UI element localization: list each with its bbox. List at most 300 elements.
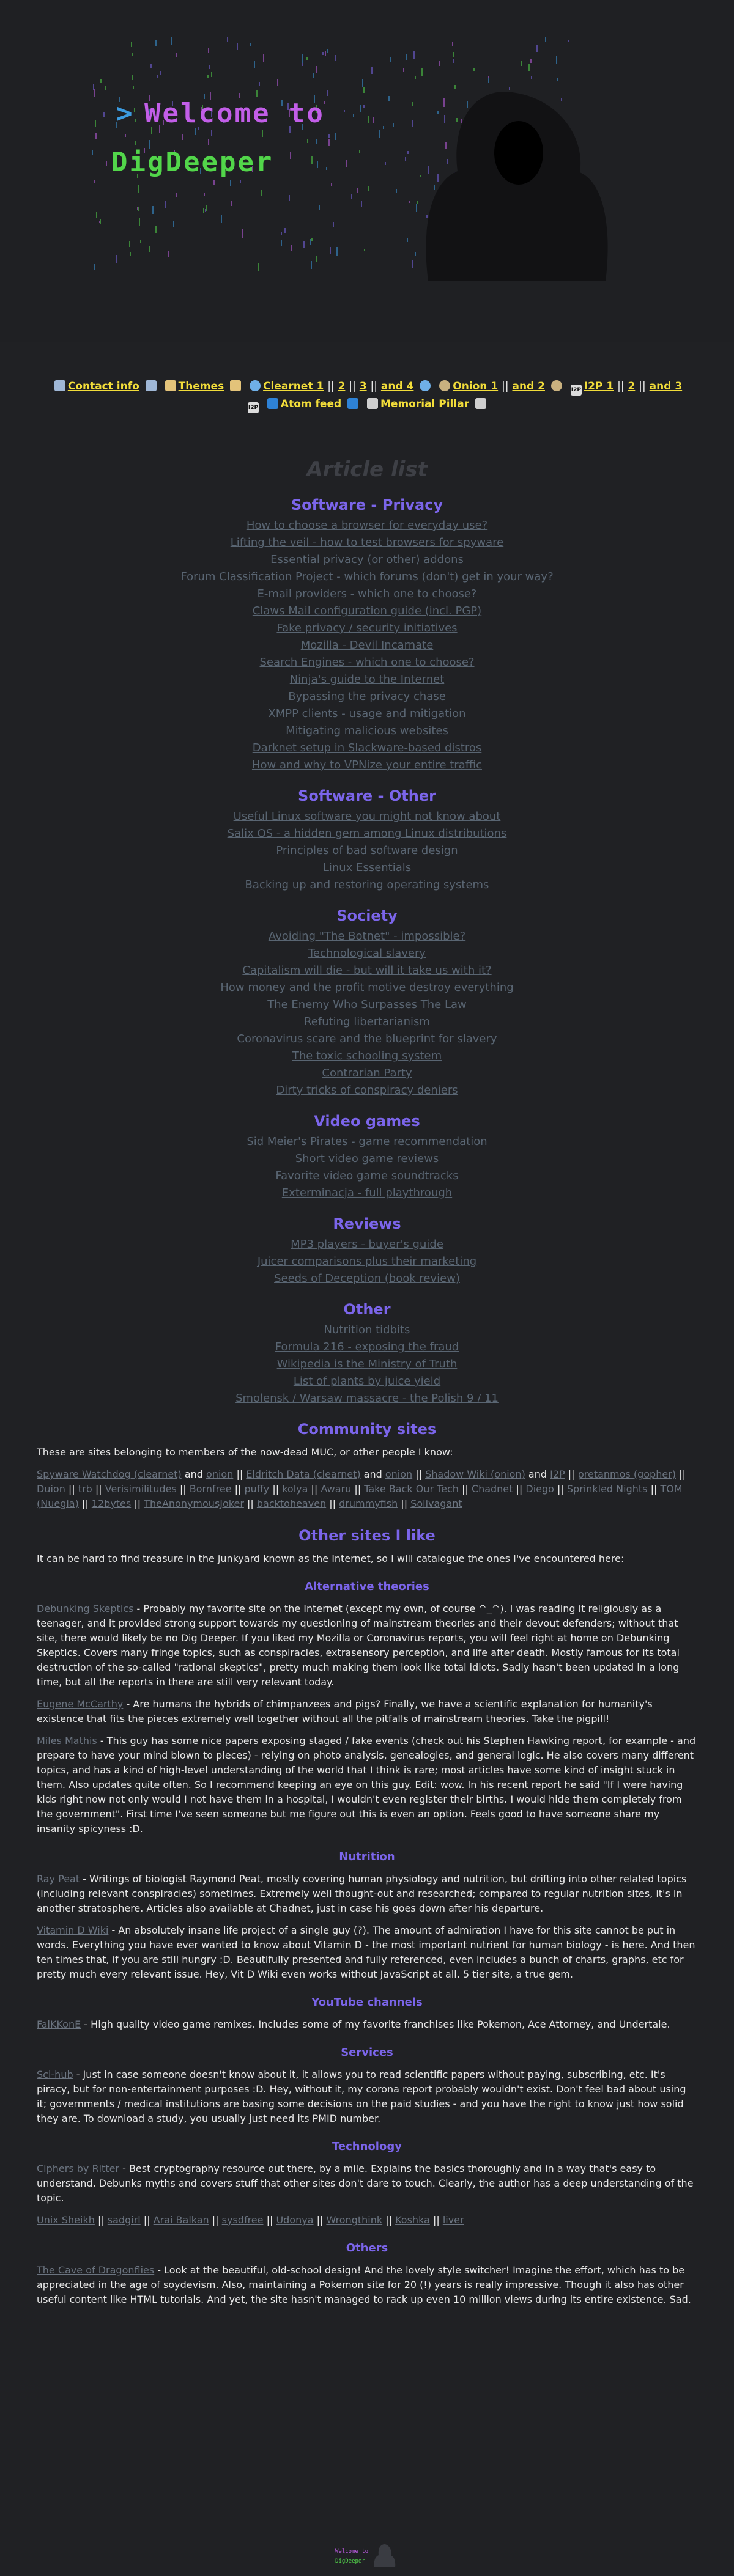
rain-glyph (521, 61, 522, 66)
tech-link[interactable]: Unix Sheikh (37, 2214, 95, 2226)
list-item (0, 1065, 734, 1082)
contact-icon (54, 380, 65, 391)
nav-clearnet4-link[interactable]: and 4 (380, 380, 414, 392)
nav-separator: || (370, 380, 377, 392)
article-link[interactable]: How and why to VPNize your entire traffic (251, 759, 483, 771)
list-item (0, 1373, 734, 1390)
rain-glyph (100, 79, 102, 83)
nav-i2p1-link[interactable]: I2P 1 (584, 380, 614, 392)
rain-glyph (277, 79, 278, 86)
community-link[interactable]: Spyware Watchdog (clearnet) (37, 1468, 182, 1480)
community-link[interactable]: Solivagant (410, 1498, 462, 1509)
rain-glyph (331, 183, 332, 186)
rain-glyph (261, 190, 262, 196)
rain-glyph (388, 96, 390, 101)
article-link[interactable]: Claws Mail configuration guide (incl. PGP) (252, 605, 482, 617)
community-intro: These are sites belonging to members of the now-dead MUC, or other people I know: (37, 1446, 453, 1458)
rain-glyph (467, 101, 468, 108)
i2p-icon: I2P (571, 385, 582, 396)
community-link[interactable]: Shadow Wiki (onion) (425, 1468, 525, 1480)
rain-glyph (361, 201, 362, 207)
nav-onion2-link[interactable]: and 2 (512, 380, 545, 392)
article-link[interactable]: Ninja's guide to the Internet (289, 673, 445, 686)
site-description: - Just in case someone doesn't know about it, it allows you to read scientific papers without paying, subscribing, etc. It's piracy, but for non-entertainment purposes :D. Hey, without it, my corona report probably wouldn't exist. Don't feel bad about using it; governments / medical institutions are basing some decisions on the paid studies - and you have the right to know just how solid they are. To download a study, you usually just need its PMID number. (37, 2069, 686, 2124)
rain-glyph (204, 193, 205, 196)
rain-glyph (231, 201, 232, 206)
community-link[interactable]: Diego (525, 1483, 554, 1495)
community-link[interactable]: trb (78, 1483, 92, 1495)
list-item (0, 1031, 734, 1048)
onion-icon-2 (551, 380, 562, 391)
rain-glyph (371, 67, 373, 74)
rain-glyph (262, 130, 263, 137)
article-link[interactable]: Juicer comparisons plus their marketing (257, 1255, 477, 1268)
rain-glyph (209, 65, 210, 69)
site-entry (37, 1923, 697, 1982)
onion-icon (439, 380, 450, 391)
community-link[interactable]: kolya (282, 1483, 308, 1495)
site-link[interactable]: Sci-hub (37, 2069, 73, 2080)
nav-pillar-link[interactable]: Memorial Pillar (380, 398, 470, 410)
community-link[interactable]: Verisimilitudes (105, 1483, 177, 1495)
rain-glyph (488, 78, 489, 83)
article-link[interactable]: Technological slavery (308, 947, 426, 960)
community-link[interactable]: Take Back Our Tech (364, 1483, 459, 1495)
rain-glyph (393, 123, 394, 127)
site-entry (37, 1602, 697, 1690)
site-link[interactable]: FalKKonE (37, 2018, 81, 2030)
article-link[interactable]: Capitalism will die - but will it take us with it? (242, 964, 492, 977)
article-link[interactable]: Linux Essentials (322, 861, 412, 874)
community-link[interactable]: drummyfish (339, 1498, 398, 1509)
rain-glyph (385, 162, 386, 165)
welcome-banner (0, 0, 734, 342)
rain-glyph (406, 54, 407, 60)
article-link[interactable]: Refuting libertarianism (304, 1015, 430, 1028)
tech-link[interactable]: Koshka (395, 2214, 430, 2226)
rain-glyph (92, 150, 93, 155)
pillar-icon (367, 398, 378, 409)
rain-glyph (437, 111, 439, 114)
rain-glyph (359, 150, 360, 153)
article-list (0, 1322, 734, 1407)
site-group-title: YouTube channels (311, 1996, 423, 2009)
rain-glyph (335, 133, 336, 140)
article-link[interactable]: Nutrition tidbits (324, 1323, 410, 1336)
site-description: - Writings of biologist Raymond Peat, mostly covering human physiology and nutrition, but drifting into other related topics (including relevant conspiracies) sometimes. Extremely well thought-out and researched; compared to regular nutrition sites, it's in another stratosphere. Articles also available at Chadnet, just in case his goes down after his departure. (37, 1873, 687, 1914)
rain-glyph (368, 116, 369, 123)
article-link[interactable]: Useful Linux software you might not know about (233, 810, 501, 823)
rain-glyph (94, 89, 95, 97)
site-entry (37, 1697, 697, 1726)
footer-logo (332, 2539, 402, 2570)
rain-glyph (531, 76, 532, 79)
rain-glyph (132, 75, 133, 80)
nav-separator: || (639, 380, 646, 392)
site-description: - This guy has some nice papers exposing staged / fake events (check out his Stephen Hawking report, for example - and prepare to have your mind blown to pieces) - relying on photo analysis, genealogies, and general logic. He also covers many different topics, and has a kind of high-level understanding of the world that I think is rare; most articles have some kind of insight stuck in them. Also updates quite often. So I recommend keeping an eye on this guy. Edit: wow. In his recent report he said "If I were having kids right now not only would I not have them in a hospital, I wouldn't even register their births. I would hide them completely from the government". First time I've seen someone but me figure out this is even an option. Feels good to have someone share my insanity spicyness :D. (37, 1735, 696, 1834)
rain-glyph (536, 45, 538, 52)
article-link[interactable]: Fake privacy / security initiatives (276, 622, 458, 635)
rain-glyph (443, 98, 445, 107)
list-item (0, 1322, 734, 1339)
article-link[interactable]: List of plants by juice yield (293, 1375, 441, 1388)
community-link[interactable]: 12bytes (91, 1498, 132, 1509)
nav-i2p3-link[interactable]: and 3 (649, 380, 683, 392)
community-link[interactable]: Awaru (321, 1483, 352, 1495)
article-link[interactable]: How to choose a browser for everyday use? (246, 519, 488, 532)
community-link[interactable]: Duion (37, 1483, 65, 1495)
tech-link[interactable]: sysdfree (221, 2214, 264, 2226)
rain-glyph (207, 75, 209, 78)
rain-glyph (322, 52, 324, 55)
rain-glyph (95, 120, 96, 127)
tech-link[interactable]: liver (442, 2214, 464, 2226)
article-link[interactable]: The toxic schooling system (292, 1050, 442, 1062)
rain-glyph (132, 53, 133, 56)
rain-glyph (351, 194, 352, 199)
rain-glyph (310, 239, 311, 245)
theme-person-icon (146, 380, 157, 391)
article-link[interactable]: Short video game reviews (295, 1152, 439, 1165)
rain-glyph (259, 82, 260, 86)
list-item (0, 825, 734, 842)
list-item (0, 1014, 734, 1031)
tech-link[interactable]: Udonya (276, 2214, 314, 2226)
article-link[interactable]: Essential privacy (or other) addons (270, 553, 464, 566)
rain-glyph (317, 161, 318, 168)
rain-glyph (461, 119, 462, 123)
rain-glyph (208, 139, 209, 145)
rain-glyph (94, 264, 95, 270)
rain-glyph (106, 161, 107, 166)
site-description: - Look at the beautiful, old-school design! And the lovely style switcher! Imagine the effort, which has to be appreciated in the age of soydevism. Also, maintaining a Pokemon site for 20 (!) years is really impressive. Though it also has other useful content like HTML tutorials. And yet, the site hasn't managed to rack up even 10 million views during its entire existence. Sad. (37, 2264, 691, 2305)
nav-i2p2-link[interactable]: 2 (628, 380, 636, 392)
article-link[interactable]: E-mail providers - which one to choose? (257, 587, 477, 600)
rain-glyph (211, 130, 212, 136)
rain-glyph (390, 57, 391, 62)
site-link[interactable]: The Cave of Dragonflies (37, 2264, 155, 2276)
list-item (0, 996, 734, 1014)
rain-glyph (325, 51, 326, 56)
rain-glyph (363, 105, 365, 108)
rain-glyph (530, 59, 532, 63)
rain-glyph (263, 54, 264, 62)
community-link[interactable]: pretanmos (gopher) (577, 1468, 676, 1480)
rain-glyph (230, 180, 231, 186)
rain-glyph (336, 247, 338, 256)
rain-glyph (488, 76, 489, 78)
community-link[interactable]: TOM (Nuegia) (37, 1483, 683, 1509)
community-link[interactable]: onion (385, 1468, 413, 1480)
rain-glyph (242, 229, 243, 238)
article-link[interactable]: Formula 216 - exposing the fraud (275, 1341, 459, 1353)
rain-glyph (125, 134, 126, 137)
rain-glyph (456, 118, 458, 122)
site-entry (37, 2067, 697, 2126)
rain-glyph (171, 37, 172, 45)
article-link[interactable]: Avoiding "The Botnet" - impossible? (268, 930, 466, 943)
community-title: Community sites (297, 1421, 437, 1438)
rain-glyph (205, 209, 206, 212)
article-link[interactable]: Lifting the veil - how to test browsers for spyware (230, 536, 504, 549)
rain-glyph (327, 90, 328, 96)
nav-separator: || (502, 380, 509, 392)
tech-link[interactable]: Arai Balkan (153, 2214, 209, 2226)
article-link[interactable]: Principles of bad software design (276, 844, 458, 857)
scroll-icon-2 (230, 380, 241, 391)
rain-glyph (416, 204, 417, 212)
community-link[interactable]: I2P (550, 1468, 565, 1480)
rain-glyph (138, 207, 139, 211)
community-links: Spyware Watchdog (clearnet) and onion || Eldritch Data (clearnet) and onion || Shadow Wiki (onion) and I2P || pretanmos (gopher) || Duion || trb || Verisimilitudes || Bornfree || puffy || kolya || Awaru || Take Back Our Tech || Chadnet || Diego || Sprinkled Nights || TOM (Nuegia) || 12bytes || TheAnonymousJoker || backtoheaven || drummyfish || Solivagant (37, 1468, 686, 1509)
article-link[interactable]: MP3 players - buyer's guide (291, 1238, 443, 1251)
article-link[interactable]: Mitigating malicious websites (286, 724, 448, 737)
community-link[interactable]: backtoheaven (256, 1498, 327, 1509)
rain-glyph (373, 117, 374, 123)
community-link[interactable]: Sprinkled Nights (566, 1483, 648, 1495)
list-item (0, 688, 734, 705)
site-link[interactable]: Ciphers by Ritter (37, 2163, 119, 2174)
banner-line1: Welcome to (144, 98, 325, 129)
article-link[interactable]: XMPP clients - usage and mitigation (268, 707, 466, 720)
rain-glyph (129, 241, 130, 247)
community-link[interactable]: onion (206, 1468, 234, 1480)
rain-glyph (291, 245, 292, 251)
rain-glyph (403, 68, 404, 72)
community-link[interactable]: puffy (244, 1483, 270, 1495)
tech-links: Unix Sheikh || sadgirl || Arai Balkan || sysdfree || Udonya || Wrongthink || Koshka || liver (37, 2214, 464, 2226)
list-item (0, 877, 734, 894)
list-item (0, 705, 734, 723)
site-group-title: Services (341, 2046, 393, 2059)
rain-glyph (256, 90, 258, 97)
article-link[interactable]: Darknet setup in Slackware-based distros (252, 742, 482, 754)
rss-icon (267, 398, 278, 409)
site-description: - Probably my favorite site on the Internet (except my own, of course ^_^). I was reading it religiously as a teenager, and it provided strong support towards my questioning of mainstream theories and their devout defenders; without that site, there would likely be no Dig Deeper. If you liked my Mozilla or Coronavirus reports, you will feel right at home on Debunking Skeptics. Covers many fringe topics, such as conspiracies, extrasensory perception, and life after death. Mostly famous for its total destruction of the so-called "rational skeptics", pretty much making them look like total idiots. Sadly hasn't been updated in a long time, but all the reports in there are still very relevant today. (37, 1603, 680, 1688)
rain-glyph (326, 167, 327, 170)
site-description: - High quality video game remixes. Includes some of my favorite franchises like Pokemon, Ace Attorney, and Undertale. (81, 2018, 670, 2030)
banner-line2: DigDeeper (111, 147, 274, 178)
rain-glyph (396, 189, 397, 193)
site-link[interactable]: Vitamin D Wiki (37, 1924, 109, 1936)
rain-glyph (556, 56, 557, 64)
article-link[interactable]: Smolensk / Warsaw massacre - the Polish 9 / 11 (235, 1392, 499, 1405)
rain-glyph (379, 130, 380, 138)
community-block (37, 1445, 697, 1511)
site-entry (37, 2162, 697, 2206)
list-item (0, 979, 734, 996)
rain-glyph (311, 156, 313, 164)
rain-glyph (362, 79, 363, 87)
rain-glyph (214, 180, 215, 183)
rain-glyph (281, 232, 282, 235)
site-link[interactable]: Debunking Skeptics (37, 1603, 134, 1614)
list-item (0, 1185, 734, 1202)
hooded-figure-icon (426, 92, 607, 281)
rain-glyph (152, 206, 154, 214)
list-item (0, 603, 734, 620)
rain-glyph (208, 48, 209, 53)
rain-glyph (319, 205, 320, 210)
rain-glyph (316, 139, 317, 144)
article-link[interactable]: Exterminacja - full playthrough (281, 1187, 453, 1199)
rain-glyph (105, 86, 106, 90)
top-nav (49, 378, 685, 413)
community-link[interactable]: TheAnonymousJoker (144, 1498, 244, 1509)
rain-glyph (363, 87, 365, 93)
rain-glyph (328, 134, 330, 138)
article-link[interactable]: How money and the profit motive destroy everything (220, 981, 514, 994)
article-link[interactable]: Seeds of Deception (book review) (274, 1272, 460, 1285)
rain-glyph (139, 218, 140, 226)
site-entry (37, 1734, 697, 1836)
list-item (0, 586, 734, 603)
article-list (0, 808, 734, 894)
tech-link[interactable]: Wrongthink (326, 2214, 383, 2226)
rain-glyph (316, 256, 317, 262)
article-link[interactable]: Forum Classification Project - which forums (don't) get in your way? (180, 570, 554, 583)
rain-glyph (116, 255, 117, 263)
rain-glyph (306, 57, 308, 60)
list-item (0, 945, 734, 962)
rain-glyph (415, 76, 416, 79)
list-item (0, 517, 734, 534)
rain-glyph (96, 212, 97, 218)
footer-logo-line1: Welcome to (335, 2548, 369, 2555)
rain-glyph (407, 151, 409, 154)
article-link[interactable]: Backing up and restoring operating systems (245, 878, 489, 891)
rain-glyph (415, 252, 416, 256)
rain-glyph (420, 175, 421, 177)
globe-icon (250, 380, 261, 391)
list-item (0, 757, 734, 774)
rain-glyph (344, 110, 345, 112)
rain-glyph (290, 152, 291, 159)
list-item (0, 723, 734, 740)
rain-glyph (138, 185, 139, 193)
nav-clearnet1-link[interactable]: Clearnet 1 (263, 380, 324, 392)
list-item (0, 808, 734, 825)
rain-glyph (155, 226, 157, 233)
rain-glyph (428, 166, 429, 174)
rain-glyph (303, 241, 305, 248)
site-link[interactable]: Miles Mathis (37, 1735, 97, 1746)
rain-glyph (206, 205, 207, 211)
nav-contact-link[interactable]: Contact info (67, 380, 139, 392)
site-link[interactable]: Eugene McCarthy (37, 1698, 124, 1710)
rain-glyph (329, 139, 330, 145)
article-link[interactable]: Sid Meier's Pirates - game recommendation (247, 1135, 487, 1148)
article-link[interactable]: The Enemy Who Surpasses The Law (267, 998, 467, 1011)
rain-glyph (327, 49, 328, 53)
rain-glyph (258, 263, 259, 271)
rain-glyph (335, 55, 336, 61)
article-link[interactable]: Salix OS - a hidden gem among Linux distributions (227, 827, 507, 840)
rain-glyph (165, 201, 166, 208)
rain-glyph (133, 86, 134, 89)
article-link[interactable]: Bypassing the privacy chase (288, 690, 446, 703)
rain-glyph (434, 185, 435, 190)
list-item (0, 859, 734, 877)
nav-clearnet2-link[interactable]: 2 (338, 380, 346, 392)
article-link[interactable]: Wikipedia is the Ministry of Truth (276, 1358, 458, 1371)
rain-glyph (333, 222, 334, 227)
section-title: Other (343, 1301, 391, 1318)
list-item (0, 1150, 734, 1168)
rain-glyph (417, 201, 418, 204)
rain-glyph (444, 115, 445, 123)
rain-glyph (568, 40, 569, 42)
list-item (0, 928, 734, 945)
article-list (0, 1236, 734, 1287)
site-description: - Best cryptography resource out there, by a mile. Explains the basics thoroughly and in a way that's easy to understand. Debunks myths and covers stuff that other sites don't dare to touch. Clearly, the author has a deep understanding of the topic. (37, 2163, 694, 2204)
rain-glyph (302, 54, 303, 63)
rain-glyph (447, 159, 448, 164)
list-item (0, 1236, 734, 1253)
section-title: Video games (314, 1113, 420, 1130)
community-link[interactable]: Bornfree (189, 1483, 232, 1495)
nav-onion1-link[interactable]: Onion 1 (453, 380, 499, 392)
rain-glyph (99, 221, 100, 223)
rain-glyph (227, 37, 228, 42)
article-link[interactable]: Mozilla - Devil Incarnate (300, 639, 434, 652)
pillar-icon-2 (475, 398, 486, 409)
i2p-icon-2: I2P (248, 402, 259, 413)
rain-glyph (103, 112, 105, 117)
rain-glyph (413, 51, 415, 59)
article-link[interactable]: Coronavirus scare and the blueprint for slavery (237, 1032, 497, 1045)
list-item (0, 1168, 734, 1185)
site-entry (37, 1872, 697, 1916)
rain-glyph (368, 186, 369, 191)
site-link[interactable]: Ray Peat (37, 1873, 80, 1885)
community-link[interactable]: Eldritch Data (clearnet) (246, 1468, 361, 1480)
nav-clearnet3-link[interactable]: 3 (359, 380, 367, 392)
article-link[interactable]: Favorite video game soundtracks (275, 1169, 459, 1182)
rain-glyph (445, 142, 447, 149)
nav-themes-link[interactable]: Themes (178, 380, 224, 392)
rain-glyph (330, 247, 331, 254)
rain-glyph (176, 193, 177, 197)
list-item (0, 569, 734, 586)
tech-link[interactable]: sadgirl (107, 2214, 141, 2226)
article-link[interactable]: Dirty tricks of conspiracy deniers (276, 1084, 458, 1097)
list-item (0, 1339, 734, 1356)
nav-atom-link[interactable]: Atom feed (280, 398, 342, 410)
rain-glyph (409, 201, 410, 203)
rain-glyph (93, 84, 94, 90)
rain-glyph (176, 53, 177, 57)
main-content (0, 440, 734, 2314)
site-group-title: Technology (332, 2140, 402, 2153)
rain-glyph (357, 188, 358, 193)
rain-glyph (452, 42, 453, 46)
rain-glyph (221, 215, 222, 223)
list-item (0, 1133, 734, 1150)
site-group-title: Others (346, 2242, 388, 2254)
article-link[interactable]: Search Engines - which one to choose? (259, 656, 475, 669)
community-link[interactable]: Chadnet (471, 1483, 513, 1495)
banner-art (0, 0, 734, 342)
rain-glyph (412, 120, 413, 127)
rain-glyph (250, 43, 251, 46)
list-item (0, 1356, 734, 1373)
other-sites-title: Other sites I like (298, 1527, 436, 1544)
article-link[interactable]: Contrarian Party (322, 1067, 412, 1080)
site-entry (37, 2017, 697, 2032)
rain-glyph (561, 98, 562, 101)
site-entry (37, 2263, 697, 2307)
